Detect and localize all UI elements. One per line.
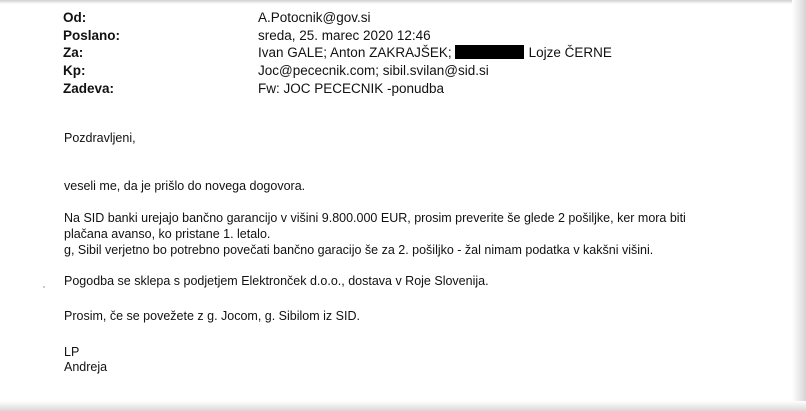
to-value-after: Lojze ČERNE	[528, 45, 612, 60]
to-value	[258, 44, 612, 61]
scan-edge-top	[0, 0, 806, 4]
body-line-1: veseli me, da je prišlo do novega dogovora.	[64, 179, 306, 193]
from-label: Od:	[63, 10, 87, 25]
signature: Andreja	[64, 360, 108, 374]
sent-value: sreda, 25. marec 2020 12:46	[258, 28, 431, 43]
scan-edge-bottom	[0, 401, 806, 411]
scan-speck	[43, 286, 45, 288]
scan-edge-right	[792, 0, 806, 411]
body-line-3: plačana avanso, ko pristane 1. letalo.	[64, 227, 271, 241]
greeting: Pozdravljeni,	[64, 131, 136, 145]
signoff: LP	[64, 345, 80, 359]
subject-label: Zadeva:	[63, 81, 115, 96]
redaction-bar	[455, 45, 524, 59]
body-line-4: g, Sibil verjetno bo potrebno povečati bančno garacijo še za 2. pošiljko - žal nimam podatka v kakšni višini.	[64, 243, 654, 257]
sent-label: Poslano:	[63, 28, 121, 43]
subject-value: Fw: JOC PECECNIK -ponudba	[258, 81, 445, 96]
body-line-5: Pogodba se sklepa s podjetjem Elektronček d.o.o., dostava v Roje Slovenija.	[64, 274, 489, 288]
from-value: A.Potocnik@gov.si	[258, 10, 371, 25]
to-label: Za:	[63, 45, 84, 60]
cc-label: Kp:	[63, 63, 86, 78]
body-line-2: Na SID banki urejajo bančno garancijo v višini 9.800.000 EUR, prosim preverite še glede 2 pošiljke, ker mora biti	[64, 211, 686, 225]
body-line-6: Prosim, če se povežete z g. Jocom, g. Sibilom iz SID.	[64, 309, 360, 323]
to-value-before: Ivan GALE; Anton ZAKRAJŠEK;	[258, 45, 452, 60]
cc-value: Joc@pececnik.com; sibil.svilan@sid.si	[258, 63, 489, 78]
